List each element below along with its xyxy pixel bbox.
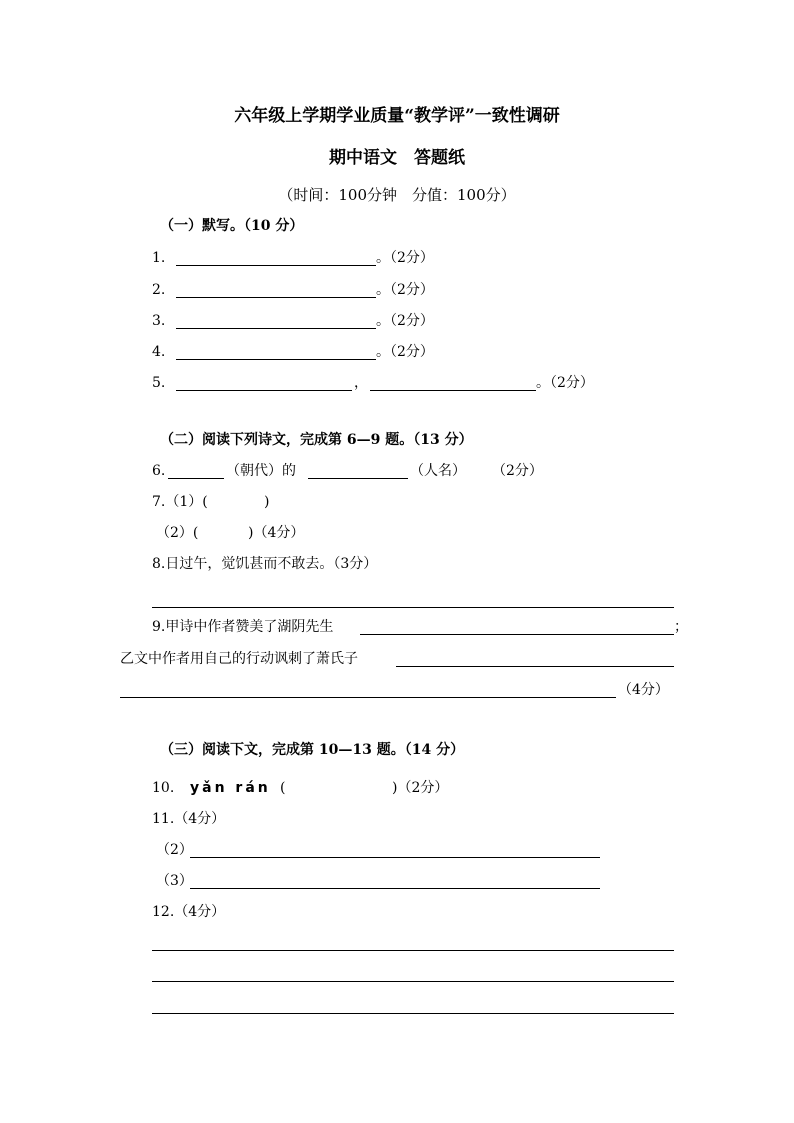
q6-dynasty-label: （朝代）的 — [226, 463, 296, 479]
q9-semicolon: ； — [674, 619, 688, 635]
q10-number: 10. — [152, 780, 175, 796]
q3-answer-line[interactable] — [176, 328, 376, 329]
q6-person-label: （人名） — [410, 463, 466, 479]
q11-part3-label: （3） — [156, 873, 193, 889]
q4-number: 4. — [152, 344, 166, 360]
q6-number: 6. — [152, 463, 166, 479]
q2-answer-line[interactable] — [176, 297, 376, 298]
q9-score: （4分） — [618, 682, 669, 698]
q9-answer-line-1[interactable] — [360, 634, 674, 635]
q2-number: 2. — [152, 282, 166, 298]
q7-part1-open: 7.（1）( — [152, 494, 208, 510]
q7-part1-close: ) — [264, 494, 270, 510]
section1-heading: （一）默写。（10 分） — [160, 218, 304, 234]
q11-part2-label: （2） — [156, 842, 193, 858]
q9-prompt-a: 9.甲诗中作者赞美了湖阴先生 — [152, 619, 334, 635]
q10-open: ( — [280, 780, 286, 796]
q8-answer-line[interactable] — [152, 607, 674, 608]
q12-answer-line-1[interactable] — [152, 950, 674, 951]
q5-answer-line-1[interactable] — [176, 390, 352, 391]
time-info: （时间：100分钟 分值：100分） — [278, 186, 516, 204]
q6-person-line[interactable] — [308, 478, 408, 479]
q1-score: 。（2分） — [376, 250, 434, 266]
q12-answer-line-2[interactable] — [152, 981, 674, 982]
q3-score: 。（2分） — [376, 313, 434, 329]
q1-answer-line[interactable] — [176, 265, 376, 266]
q7-part2-open: （2）( — [156, 525, 199, 541]
section3-heading: （三）阅读下文，完成第 10—13 题。（14 分） — [160, 742, 465, 758]
q8-prompt: 8.日过午，觉饥甚而不敢去。（3分） — [152, 556, 378, 572]
q11-part2-line[interactable] — [190, 857, 600, 858]
q1-number: 1. — [152, 250, 166, 266]
q4-answer-line[interactable] — [176, 359, 376, 360]
q12-prompt: 12.（4分） — [152, 904, 226, 920]
q5-score: 。（2分） — [536, 375, 594, 391]
q5-answer-line-2[interactable] — [370, 390, 536, 391]
q6-dynasty-line[interactable] — [168, 478, 224, 479]
q12-answer-line-3[interactable] — [152, 1013, 674, 1014]
q2-score: 。（2分） — [376, 282, 434, 298]
q11-prompt: 11.（4分） — [152, 811, 226, 827]
q7-part2-close: )（4分） — [248, 525, 305, 541]
q5-number: 5. — [152, 375, 166, 391]
q10-close: )（2分） — [392, 780, 449, 796]
q3-number: 3. — [152, 313, 166, 329]
page-title: 六年级上学期学业质量“教学评”一致性调研 — [234, 106, 560, 126]
page-subtitle: 期中语文 答题纸 — [329, 148, 465, 168]
q9-answer-line-3[interactable] — [120, 697, 616, 698]
q6-score: （2分） — [492, 463, 543, 479]
q9-prompt-b: 乙文中作者用自己的行动讽刺了萧氏子 — [120, 651, 358, 667]
section2-heading: （二）阅读下列诗文，完成第 6—9 题。（13 分） — [160, 432, 473, 448]
q10-pinyin: yǎn rán — [190, 780, 271, 796]
q5-comma: ， — [354, 375, 368, 391]
q11-part3-line[interactable] — [190, 888, 600, 889]
q4-score: 。（2分） — [376, 344, 434, 360]
q9-answer-line-2[interactable] — [396, 666, 674, 667]
